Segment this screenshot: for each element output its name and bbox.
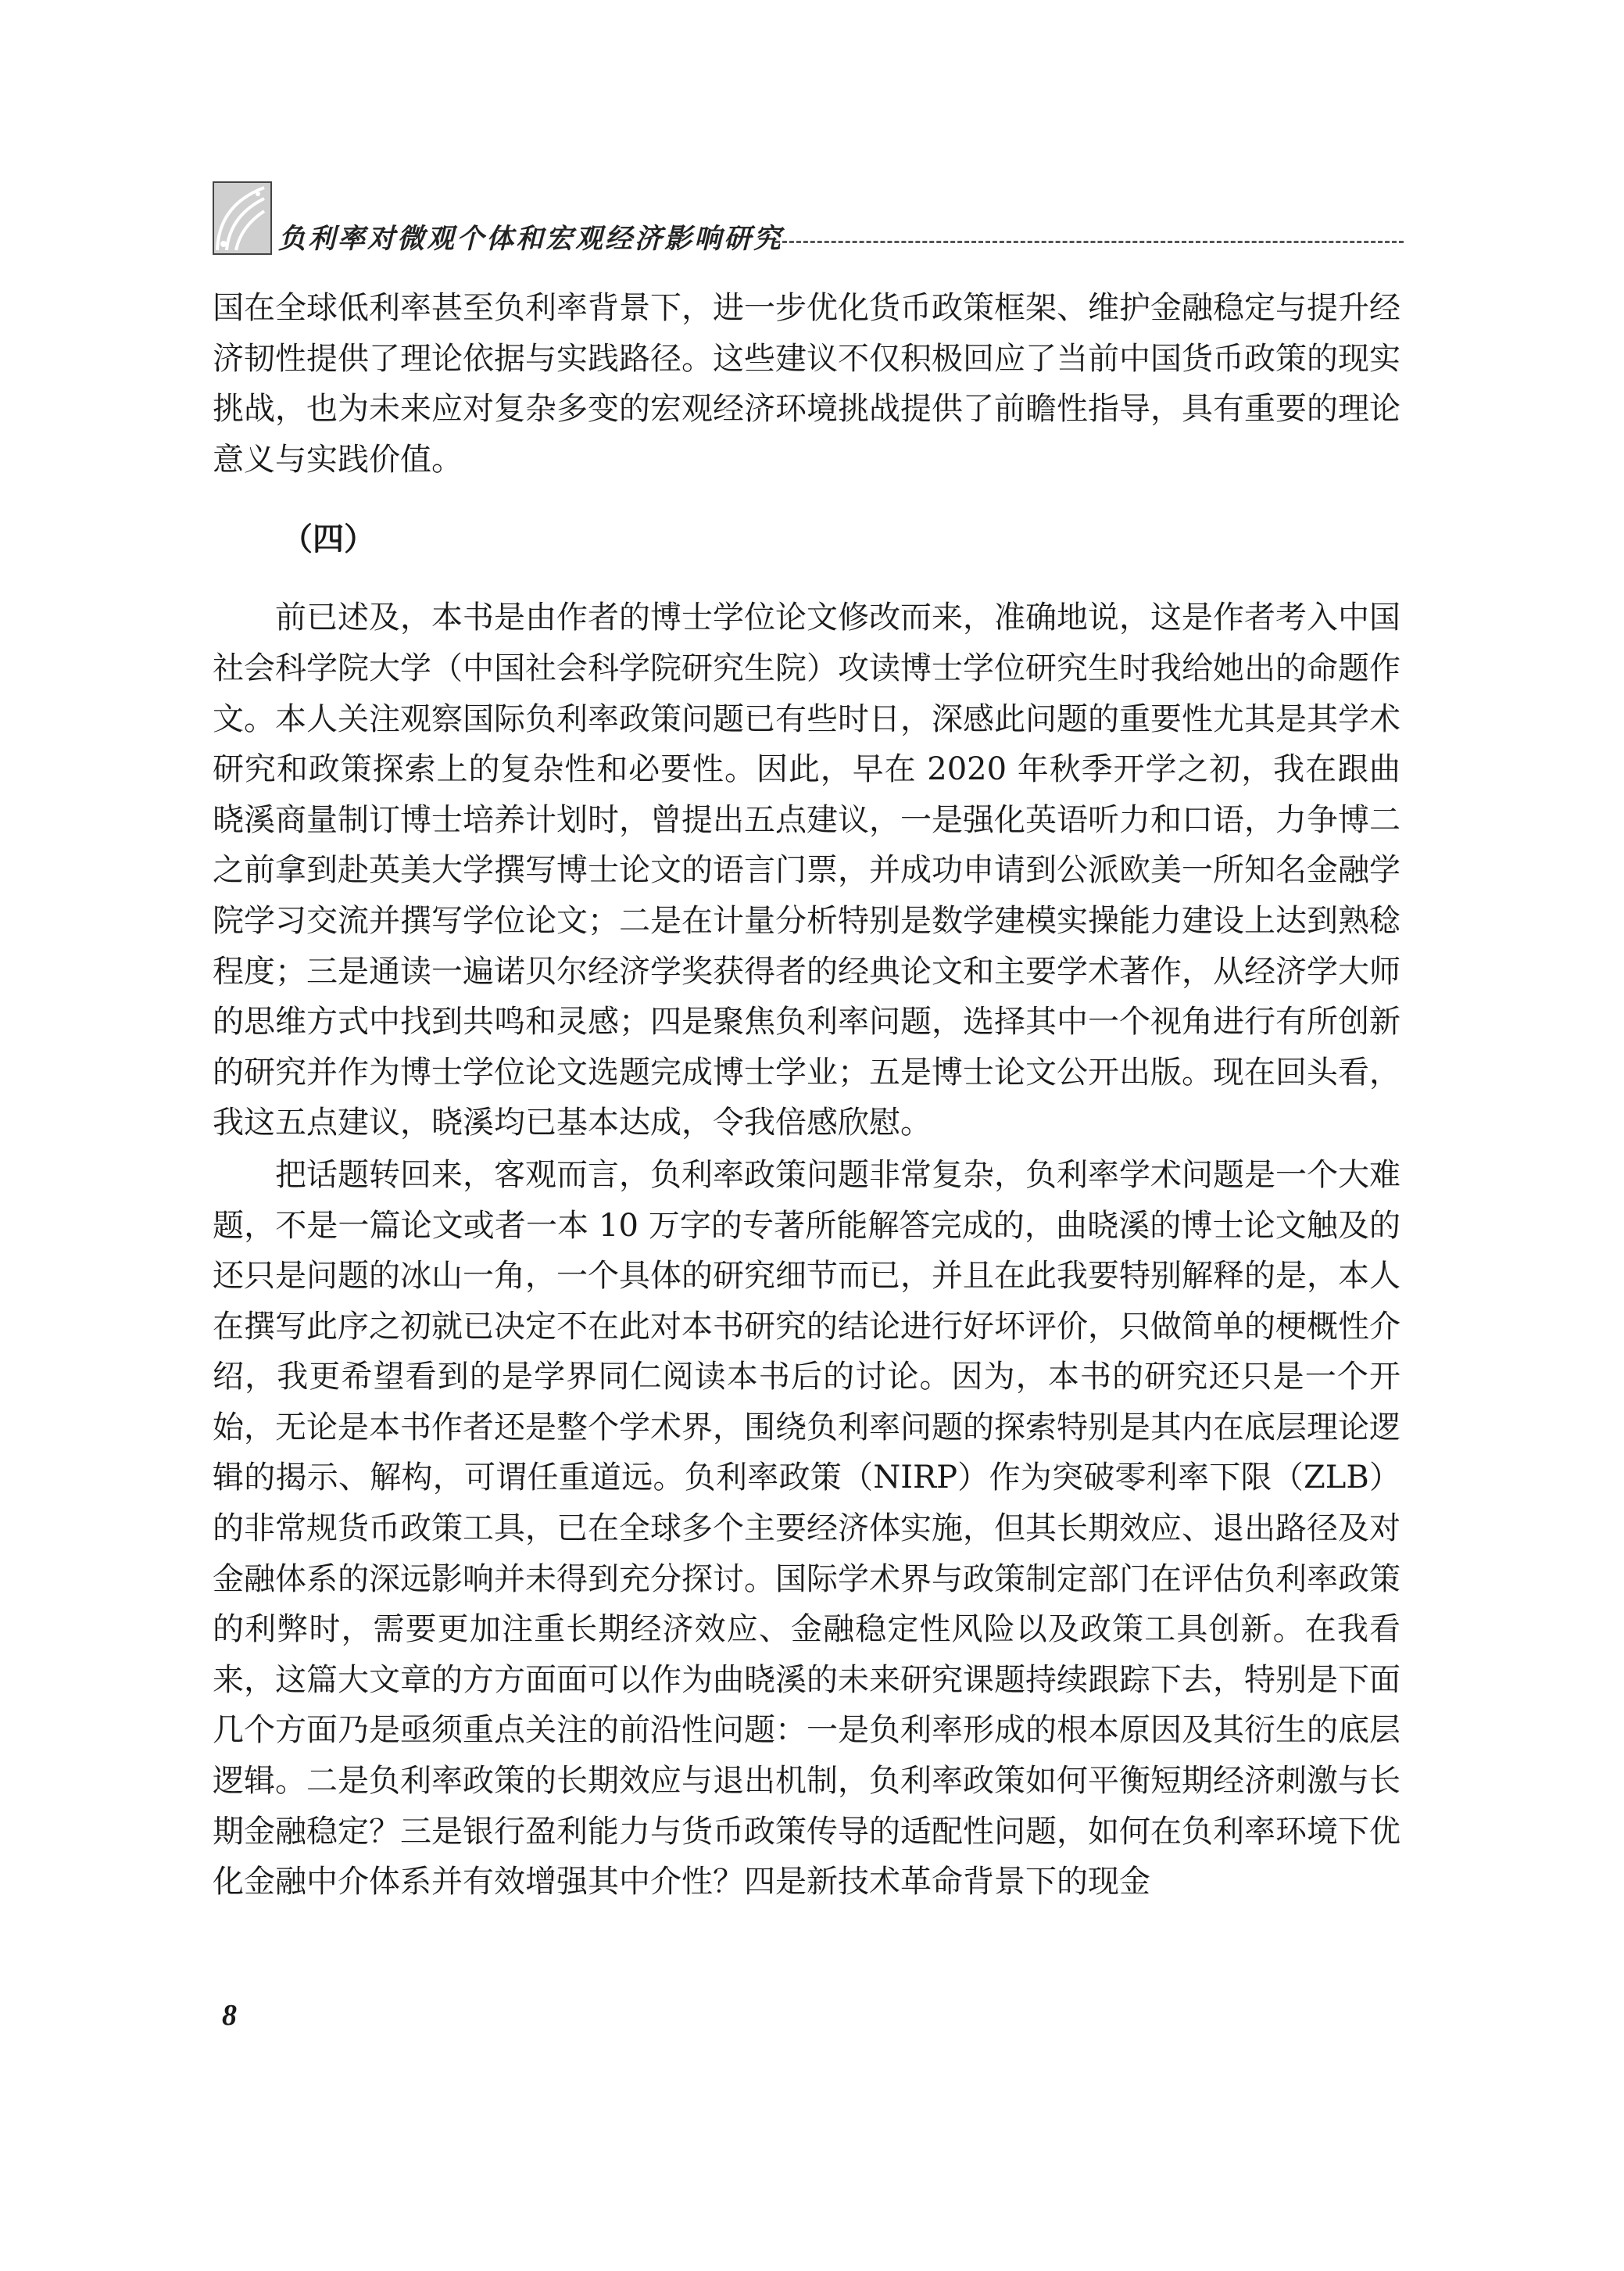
book-corner-icon [213, 181, 272, 255]
page-number: 8 [222, 1999, 237, 2032]
section-heading: （四） [281, 521, 375, 558]
header-dashed-rule [775, 241, 1404, 243]
running-title: 负利率对微观个体和宏观经济影响研究 [278, 224, 784, 255]
paragraph-continued: 国在全球低利率甚至负利率背景下，进一步优化货币政策框架、维护金融稳定与提升经济韧性提供了理论依据与实践路径。这些建议不仅积极回应了当前中国货币政策的现实挑战，也为未来应对复杂多变的宏观经济环境挑战提供了前瞻性指导，具有重要的理论意义与实践价值。 [213, 290, 1400, 478]
paragraph: 前已述及，本书是由作者的博士学位论文修改而来，准确地说，这是作者考入中国社会科学院大学（中国社会科学院研究生院）攻读博士学位研究生时我给她出的命题作文。本人关注观察国际负利率政策问题已有些时日，深感此问题的重要性尤其是其学术研究和政策探索上的复杂性和必要性。因此，早在 2020 年秋季开学之初，我在跟曲晓溪商量制订博士培养计划时，曾提出五点建议，一是强化英语听力和口语，力争博二之前拿到赴英美大学撰写博士论文的语言门票，并成功申请到公派欧美一所知名金融学院学习交流并撰写学位论文；二是在计量分析特别是数学建模实操能力建设上达到熟稔程度；三是通读一遍诺贝尔经济学奖获得者的经典论文和主要学术著作，从经济学大师的思维方式中找到共鸣和灵感；四是聚焦负利率问题，选择其中一个视角进行有所创新的研究并作为博士学位论文选题完成博士学业；五是博士论文公开出版。现在回头看，我这五点建议，晓溪均已基本达成，令我倍感欣慰。 [213, 600, 1400, 1141]
running-header [213, 181, 1404, 260]
paragraph: 把话题转回来，客观而言，负利率政策问题非常复杂，负利率学术问题是一个大难题，不是一篇论文或者一本 10 万字的专著所能解答完成的，曲晓溪的博士论文触及的还只是问题的冰山一角，一个具体的研究细节而已，并且在此我要特别解释的是，本人在撰写此序之初就已决定不在此对本书研究的结论进行好坏评价，只做简单的梗概性介绍，我更希望看到的是学界同仁阅读本书后的讨论。因为，本书的研究还只是一个开始，无论是本书作者还是整个学术界，围绕负利率问题的探索特别是其内在底层理论逻辑的揭示、解构，可谓任重道远。负利率政策（NIRP）作为突破零利率下限（ZLB）的非常规货币政策工具，已在全球多个主要经济体实施，但其长期效应、退出路径及对金融体系的深远影响并未得到充分探讨。国际学术界与政策制定部门在评估负利率政策的利弊时，需要更加注重长期经济效应、金融稳定性风险以及政策工具创新。在我看来，这篇大文章的方方面面可以作为曲晓溪的未来研究课题持续跟踪下去，特别是下面几个方面乃是亟须重点关注的前沿性问题：一是负利率形成的根本原因及其衍生的底层逻辑。二是负利率政策的长期效应与退出机制，负利率政策如何平衡短期经济刺激与长期金融稳定？三是银行盈利能力与货币政策传导的适配性问题，如何在负利率环境下优化金融中介体系并有效增强其中介性？四是新技术革命背景下的现金 [213, 1156, 1400, 1900]
page-body [213, 283, 1400, 1907]
